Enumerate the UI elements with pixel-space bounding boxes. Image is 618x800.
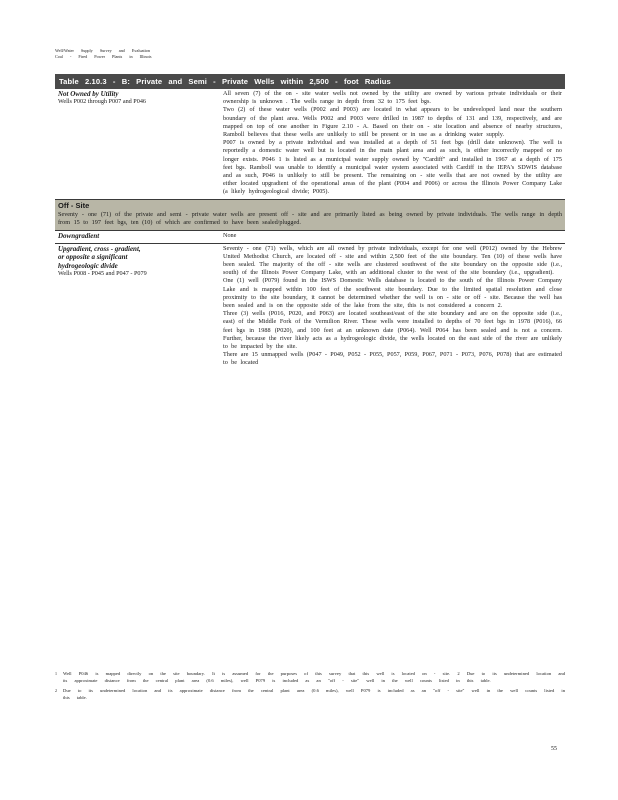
footnote-mark: 1: [55, 671, 57, 676]
downgradient-heading: Downgradient: [58, 232, 100, 241]
upgradient-paragraph: Three (3) wells (P016, P020, and P063) are located southeast/east of the site boundary and are on the opposite side (i.e., east) of the Middle Fork of the Vermilion River. These wells were installed to depths of 70 feet bgs in 1978 (P016), 66 feet bgs in 1988 (P020), and 100 feet at an unknown date (P064). Well P064 has been sealed and is not a concern. Further, because the river likely acts as a hydrogeologic divide, the wells located on the east side of the river are unlikely to be impacted by the site.: [223, 310, 562, 350]
downgradient-value: None: [223, 232, 237, 240]
upgradient-wells: Wells P008 - P045 and P047 - P079: [58, 270, 147, 278]
table-title: Table 2.10.3 - B: Private and Semi - Private Wells within 2,500 - foot Radius: [55, 74, 565, 89]
upgradient-paragraph: There are 15 unmapped wells (P047 - P049, P052 - P055, P057, P059, P067, P071 - P073, P076, P078) that are estimated to be located: [223, 351, 562, 367]
footnote: [55, 687, 565, 702]
table-row-not-owned: [55, 89, 565, 200]
table-row-upgradient: [55, 244, 565, 370]
not-owned-paragraph: All seven (7) of the on - site water wells not owned by the utility are owned by various private individuals or their ownership is unknown . The wells range in depth from 32 to 175 feet bgs.: [223, 90, 562, 106]
not-owned-cell: [55, 89, 219, 199]
upgradient-description: [219, 244, 565, 370]
upgradient-heading-3: hydrogeologic divide: [58, 261, 118, 270]
off-site-heading: Off - Site: [58, 200, 90, 210]
header-line-2: Coal - Fired Power Plants in Illinois: [55, 53, 152, 59]
not-owned-paragraph: P007 is owned by a private individual and was installed at a depth of 51 feet bgs (drill date unknown). The well is reportedly a domestic water well but is located in the main plant area and as such, is either incorrectly mapped or no longer exists. P046 1 is listed as a municipal water supply owned by "Cardiff" and installed in 1967 at a depth of 175 feet bgs. Ramboll was unable to identify a municipal water system associated with Cardiff in the IEPA's SDWIS database and as such, P046 is unlikely to still be present. The remaining on - site wells that are not owned by the utility are either located upgradient of the operational areas of the plant (P004 and P006) or across the Illinois Power Company Lake (a likely hydrogeological divide; P005).: [223, 139, 562, 196]
footnote-text: Well P046 is mapped directly on the site boundary. It is assumed for the purposes of this survey that this well is located on - site. 2 Due to its undetermined location and its approximate distance from the central plant area (0.6 miles), well P079 is included as an "off - site" well in the well counts listed in this table.: [63, 671, 565, 684]
upgradient-paragraph: Seventy - one (71) wells, which are all owned by private individuals, except for one well (P012) owned by the Hebrew United Methodist Church, are located off - site and within 2,500 feet of the site boundary. Ten (10) of these wells have been sealed. The majority of the off - site wells are clustered southwest of the site boundary on the opposite side (i.e., south) of the Illinois Power Company Lake, with an additional cluster to the west of the site boundary (i.e., upgradient).: [223, 244, 562, 277]
page-number: 55: [551, 746, 557, 752]
footnote-mark: 2: [55, 687, 57, 693]
header-line-1: Well/Water Supply Survey and Evaluation: [55, 48, 150, 53]
wells-table: [55, 74, 565, 370]
footnote: [55, 670, 565, 685]
footnote-text: Due to its undetermined location and its approximate distance from the central plant area (0.6 miles), well P079 is included as an "off - site" well in the well counts listed in this table.: [63, 687, 565, 701]
not-owned-heading: Not Owned by Utility: [58, 90, 119, 98]
upgradient-paragraph: One (1) well (P079) found in the ISWS Domestic Wells database is located to the south of the Illinois Power Company Lake and is mapped within 100 feet of the southwest site boundary. Due to the limited spatial resolution and close proximity to the site boundary, it cannot be determined whether the well is on - site or off - site. Because the well has been sealed and is on the opposite side of the lake from the site, this is not considered a concern 2.: [223, 277, 562, 309]
upgradient-heading-2: or opposite a significant: [58, 253, 128, 262]
off-site-section: [55, 200, 565, 231]
upgradient-cell: [55, 244, 219, 370]
off-site-text: Seventy - one (71) of the private and semi - private water wells are present off - site and are primarily listed as being owned by private individuals. The wells range in depth from 15 to 197 feet bgs, ten (10) of which are confirmed to have been sealed/plugged.: [58, 210, 562, 226]
not-owned-description: [219, 89, 565, 199]
downgradient-cell: [55, 231, 219, 243]
footnotes: [55, 670, 565, 704]
table-row-downgradient: [55, 231, 565, 244]
not-owned-paragraph: Two (2) of these water wells (P002 and P003) are located in what appears to be undeveloped land near the southern boundary of the plant area. Wells P002 and P003 were drilled in 1987 to depths of 131 and 139, respectively, and are mapped on top of one another in Figure 2.10 - A. Based on their on - site location and absence of nearby structures, Ramboll believes that these wells are unlikely to still be present or in use as a drinking water supply.: [223, 106, 562, 139]
not-owned-wells: Wells P002 through P007 and P046: [58, 98, 147, 106]
page-header: [55, 48, 151, 59]
upgradient-heading-1: Upgradient, cross - gradient,: [58, 244, 141, 253]
